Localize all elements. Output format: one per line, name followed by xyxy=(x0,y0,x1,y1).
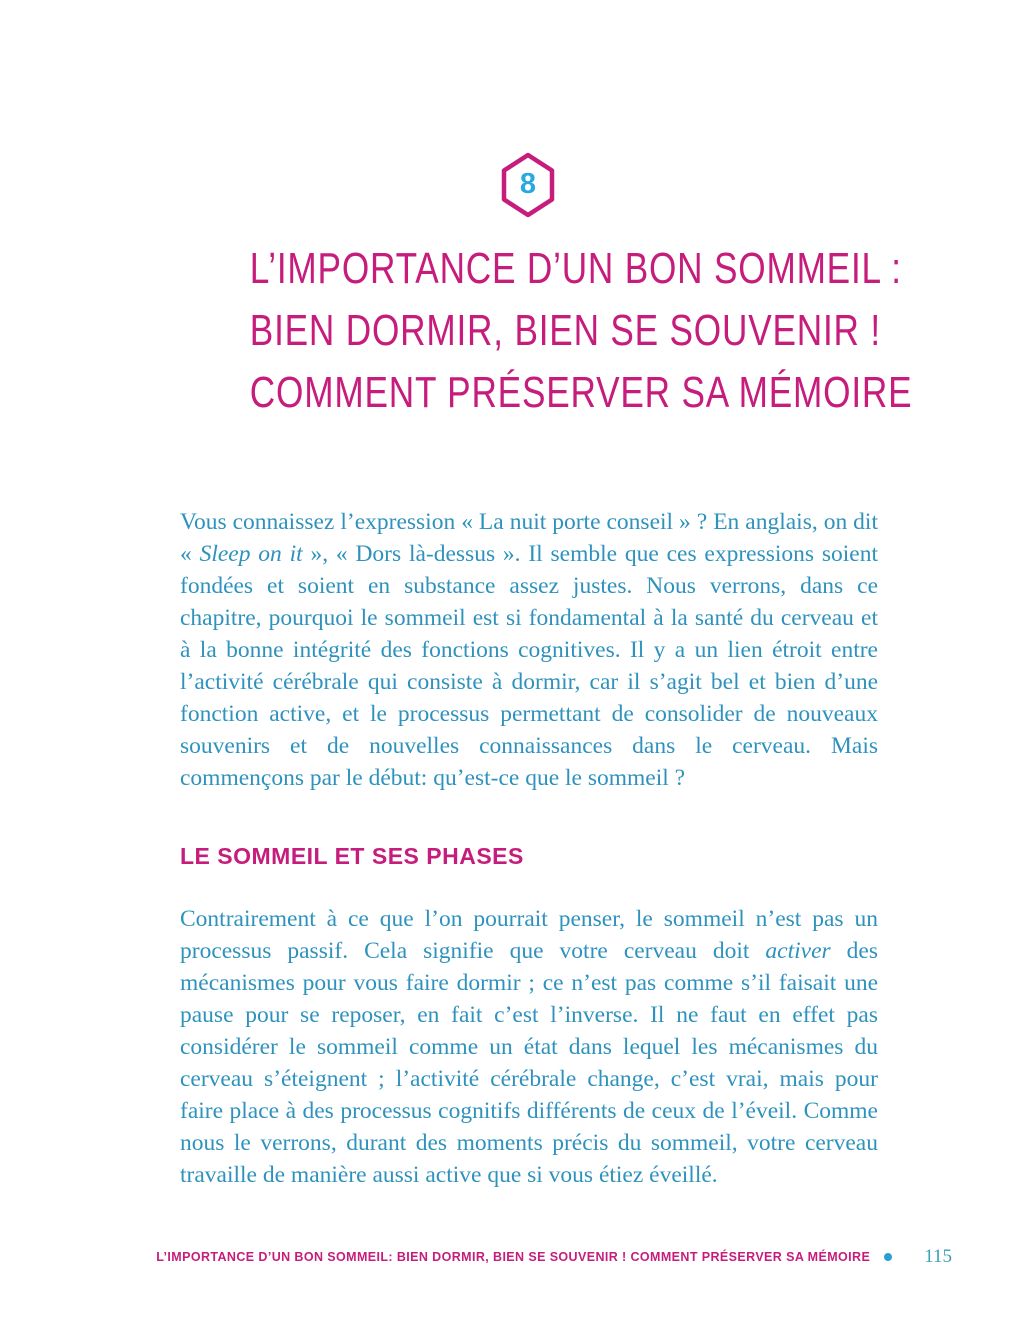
chapter-number: 8 xyxy=(519,167,537,200)
chapter-title-line-3: COMMENT PRÉSERVER SA MÉMOIRE xyxy=(249,368,913,417)
chapter-title-line-2: BIEN DORMIR, BIEN SE SOUVENIR ! xyxy=(249,306,881,355)
chapter-title xyxy=(249,238,913,424)
footer-dot-icon xyxy=(884,1253,892,1261)
footer xyxy=(72,1246,952,1268)
intro-paragraph: Vous connaissez l’expression « La nuit porte conseil » ? En anglais, on dit « Sleep on it », « Dors là-dessus ». Il semble que ces expressions soient fondées et soient en substance assez justes. Nous verrons, dans ce chapitre, pourquoi le sommeil est si fondamental à la santé du cerveau et à la bonne intégrité des fonctions cognitives. Il y a un lien étroit entre l’activité cérébrale qui consiste à dormir, car il s’agit bel et bien d’une fonction active, et le processus permettant de consolider de nouveaux souvenirs et de nouvelles connaissances dans le cerveau. Mais commençons par le début: qu’est-ce que le sommeil ? xyxy=(180,509,879,791)
running-head: L’IMPORTANCE D’UN BON SOMMEIL: BIEN DORMIR, BIEN SE SOUVENIR ! COMMENT PRÉSERVER SA MÉMOIRE xyxy=(156,1250,871,1264)
section-heading: LE SOMMEIL ET SES PHASES xyxy=(180,843,524,869)
chapter-badge xyxy=(500,152,556,218)
chapter-title-line-1: L’IMPORTANCE D’UN BON SOMMEIL : xyxy=(249,244,902,293)
section-paragraph: Contrairement à ce que l’on pourrait penser, le sommeil n’est pas un processus passif. Cela signifie que votre cerveau doit activer des mécanismes pour vous faire dormir ; ce n’est pas comme s’il faisait une pause pour se reposer, en fait c’est l’inverse. Il ne faut en effet pas considérer le sommeil comme un état dans lequel les mécanismes du cerveau s’éteignent ; l’activité cérébrale change, c’est vrai, mais pour faire place à des processus cognitifs différents de ceux de l’éveil. Comme nous le verrons, durant des moments précis du sommeil, votre cerveau travaille de manière aussi active que si vous étiez éveillé. xyxy=(180,906,878,1188)
page-number: 115 xyxy=(924,1246,952,1267)
